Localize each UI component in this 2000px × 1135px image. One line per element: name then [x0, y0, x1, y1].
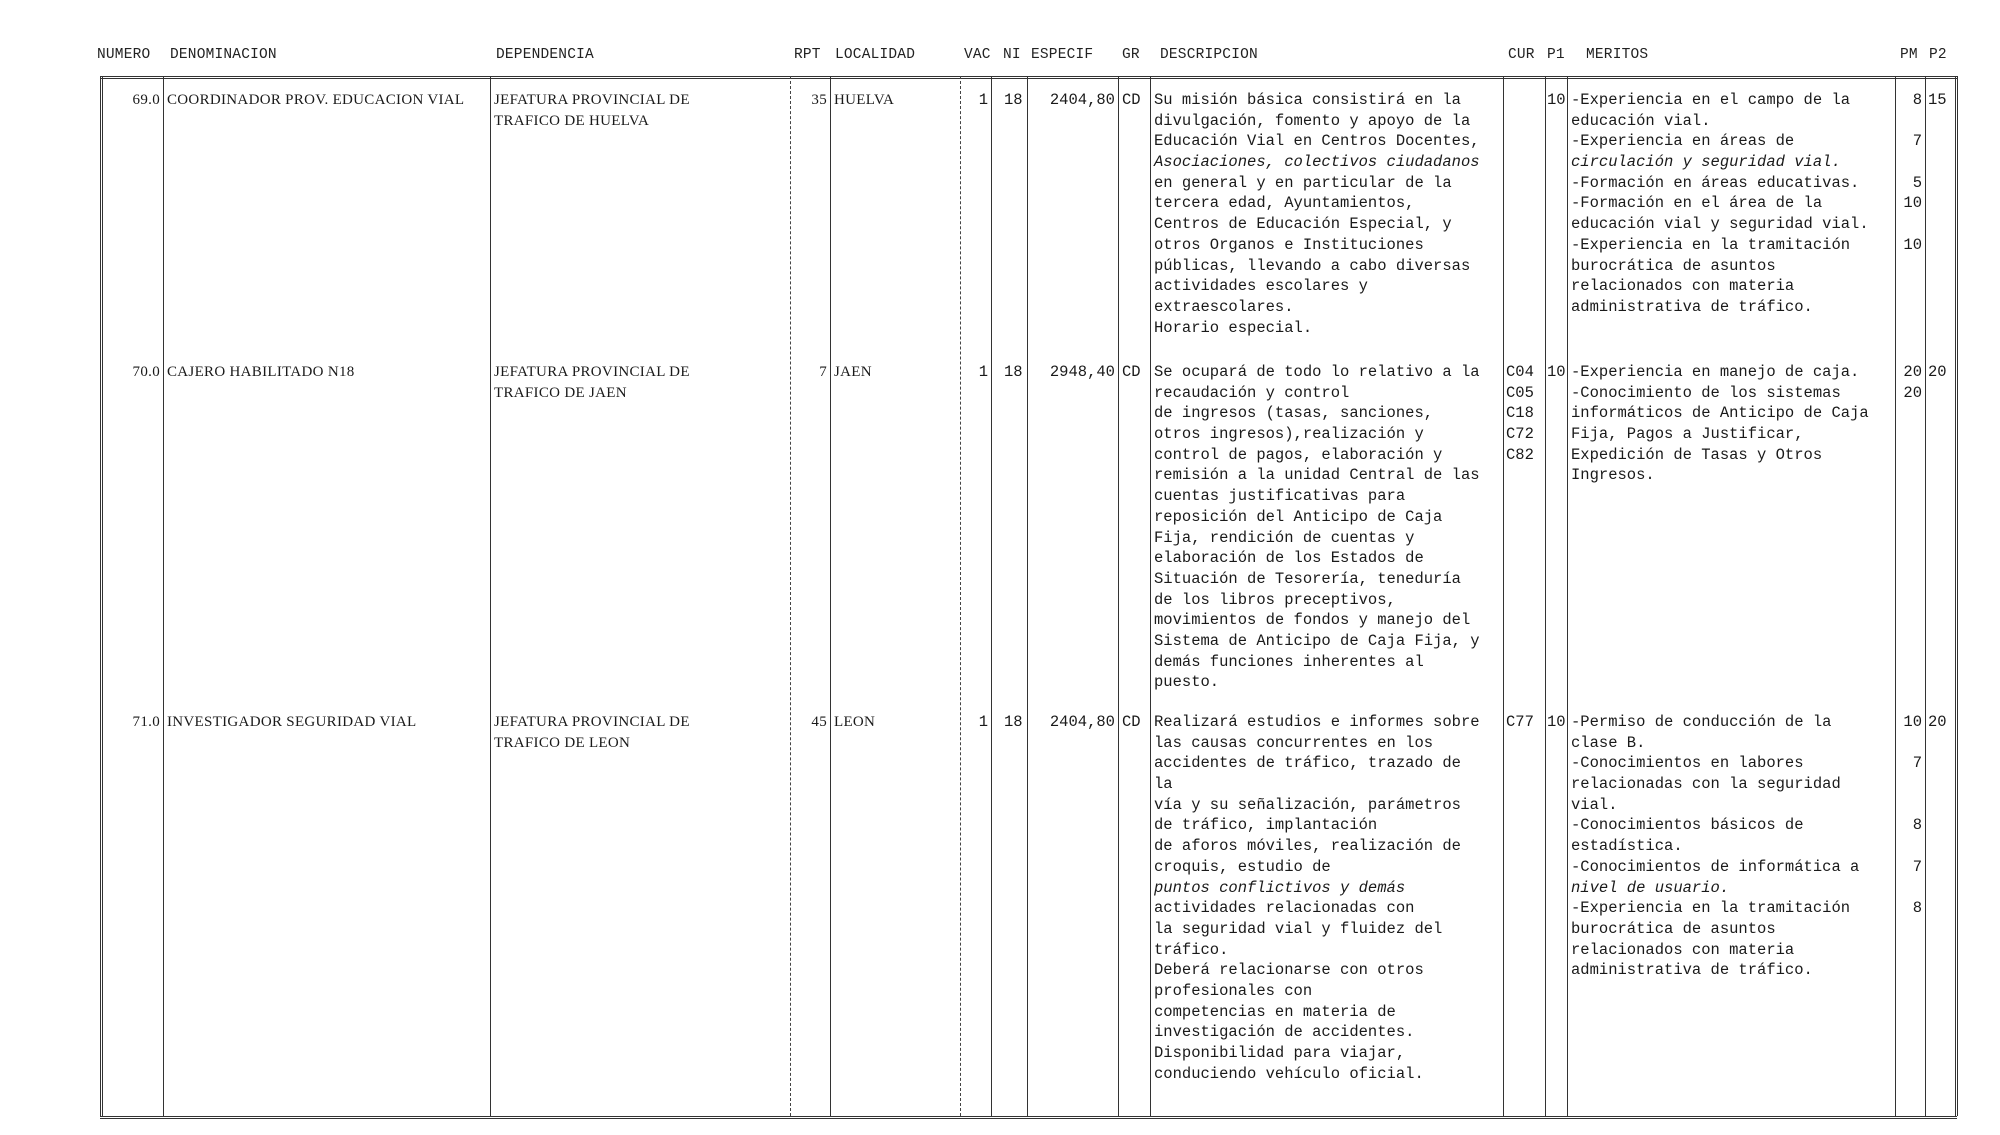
ni-cell: 18 [1004, 91, 1023, 109]
ni-cell: 18 [1004, 363, 1023, 381]
merito-line: educación vial y seguridad vial. [1571, 215, 1869, 234]
localidad-cell: JAEN [834, 364, 872, 380]
gr-cell: CD [1122, 91, 1141, 109]
descripcion-line: demás funciones inherentes al [1154, 652, 1424, 671]
cur-code: C05 [1506, 383, 1534, 402]
merito-line: Ingresos. [1571, 466, 1655, 485]
col-header-gr: GR [1122, 47, 1140, 63]
cur-code: C72 [1506, 425, 1534, 444]
col-rule [1150, 76, 1151, 1116]
col-header-rpt: RPT [794, 47, 821, 63]
col-header-descripcion: DESCRIPCION [1160, 47, 1258, 63]
descripcion-line: la seguridad vial y fluidez del [1154, 919, 1443, 938]
merito-line: burocrática de asuntos [1571, 919, 1776, 938]
col-rule [1955, 76, 1958, 1116]
descripcion-line: elaboración de los Estados de [1154, 549, 1424, 568]
p1-cell: 10 [1547, 363, 1566, 381]
pm-value: 7 [1912, 754, 1922, 773]
dependencia-line: TRAFICO DE HUELVA [494, 112, 650, 129]
descripcion-line: puntos conflictivos y demás [1154, 878, 1406, 897]
descripcion-line: Situación de Tesorería, teneduría [1154, 569, 1461, 588]
localidad-cell: LEON [834, 714, 876, 730]
descripcion-cell [1154, 362, 1480, 693]
descripcion-line: control de pagos, elaboración y [1154, 445, 1443, 464]
dependencia-line: JEFATURA PROVINCIAL DE [494, 714, 690, 730]
descripcion-line: otros ingresos),realización y [1154, 425, 1424, 444]
pm-value: 10 [1903, 194, 1922, 213]
col-header-vac: VAC [964, 47, 991, 63]
descripcion-line: Centros de Educación Especial, y [1154, 215, 1452, 234]
col-header-p2: P2 [1929, 47, 1947, 63]
descripcion-line: Disponibilidad para viajar, [1154, 1044, 1406, 1062]
merito-line: Fija, Pagos a Justificar, [1571, 425, 1804, 444]
col-header-meritos: MERITOS [1586, 47, 1649, 63]
descripcion-line: Realizará estudios e informes sobre [1154, 713, 1480, 731]
numero-cell: 70.0 [132, 364, 160, 380]
especif-cell: 2948,40 [1049, 363, 1115, 381]
descripcion-line: Horario especial. [1154, 318, 1313, 337]
merito-line: -Permiso de conducción de la [1571, 713, 1832, 731]
col-rule [1925, 76, 1926, 1116]
meritos-cell [1571, 362, 1869, 486]
merito-line: -Conocimientos de informática a [1571, 857, 1860, 876]
gr-cell: CD [1122, 363, 1141, 381]
p1-cell: 10 [1547, 713, 1566, 731]
col-rule [790, 76, 791, 1116]
pm-value: 8 [1912, 816, 1922, 835]
pm-cell [1897, 362, 1922, 403]
merito-line: -Experiencia en la tramitación [1571, 235, 1851, 254]
dependencia-line: JEFATURA PROVINCIAL DE [494, 92, 690, 108]
pm-value [1897, 214, 1922, 235]
descripcion-line: en general y en particular de la [1154, 173, 1452, 192]
merito-line: -Experiencia en el campo de la [1571, 91, 1851, 109]
numero-cell: 69.0 [132, 92, 160, 108]
descripcion-line: de los libros preceptivos, [1154, 590, 1396, 609]
col-rule [1895, 76, 1896, 1116]
merito-line: -Formación en el área de la [1571, 194, 1823, 213]
descripcion-line: de tráfico, implantación [1154, 816, 1378, 835]
dependencia-line: TRAFICO DE JAEN [494, 384, 627, 401]
ni-cell: 18 [1004, 713, 1023, 731]
pm-value: 7 [1912, 857, 1922, 876]
descripcion-line: profesionales con [1154, 981, 1313, 1000]
denominacion-cell: INVESTIGADOR SEGURIDAD VIAL [167, 714, 417, 730]
descripcion-line: Educación Vial en Centros Docentes, [1154, 132, 1480, 151]
cur-code: C18 [1506, 404, 1534, 423]
descripcion-line: competencias en materia de [1154, 1002, 1396, 1021]
descripcion-line: accidentes de tráfico, trazado de [1154, 754, 1461, 773]
merito-line: relacionados con materia [1571, 277, 1795, 296]
especif-cell: 2404,80 [1049, 713, 1115, 731]
pm-value: 20 [1903, 383, 1922, 402]
descripcion-line: de ingresos (tasas, sanciones, [1154, 404, 1434, 423]
merito-line: -Conocimientos en labores [1571, 754, 1804, 773]
merito-line: circulación y seguridad vial. [1571, 153, 1841, 172]
especif-cell: 2404,80 [1049, 91, 1115, 109]
pm-value: 7 [1912, 132, 1922, 151]
descripcion-line: otros Organos e Instituciones [1154, 235, 1424, 254]
dependencia-line: JEFATURA PROVINCIAL DE [494, 364, 690, 380]
pm-value: 5 [1912, 173, 1922, 192]
pm-value [1897, 152, 1922, 173]
meritos-cell [1571, 90, 1869, 318]
col-header-localidad: LOCALIDAD [835, 47, 916, 63]
rpt-cell: 45 [811, 714, 827, 730]
merito-line: -Experiencia en áreas de [1571, 132, 1795, 151]
col-rule [830, 76, 831, 1116]
merito-line: nivel de usuario. [1571, 878, 1730, 897]
descripcion-cell [1154, 712, 1480, 1084]
merito-line: Expedición de Tasas y Otros [1571, 445, 1823, 464]
col-rule [1027, 76, 1028, 1116]
descripcion-line: recaudación y control [1154, 383, 1350, 402]
descripcion-line: Sistema de Anticipo de Caja Fija, y [1154, 631, 1480, 650]
meritos-cell [1571, 712, 1859, 981]
descripcion-line: de aforos móviles, realización de [1154, 837, 1461, 856]
pm-value [1897, 878, 1922, 899]
merito-line: informáticos de Anticipo de Caja [1571, 404, 1869, 423]
pm-value [1897, 733, 1922, 754]
pm-cell [1897, 712, 1922, 919]
merito-line: relacionados con materia [1571, 940, 1795, 959]
cur-code: C82 [1506, 445, 1534, 464]
pm-value [1897, 795, 1922, 816]
merito-line: administrativa de tráfico. [1571, 961, 1813, 980]
merito-line: burocrática de asuntos [1571, 256, 1776, 275]
descripcion-line: Su misión básica consistirá en la [1154, 91, 1461, 109]
pm-value: 8 [1912, 91, 1922, 109]
merito-line: educación vial. [1571, 111, 1711, 130]
vac-cell: 1 [978, 713, 988, 731]
col-rule [1503, 76, 1504, 1116]
descripcion-line: tercera edad, Ayuntamientos, [1154, 194, 1415, 213]
localidad-cell: HUELVA [834, 92, 895, 108]
descripcion-line: Asociaciones, colectivos ciudadanos [1154, 153, 1480, 172]
descripcion-line: puesto. [1154, 673, 1220, 692]
col-rule [960, 76, 961, 1116]
numero-cell: 71.0 [132, 714, 160, 730]
merito-line: -Conocimiento de los sistemas [1571, 383, 1841, 402]
descripcion-line: reposición del Anticipo de Caja [1154, 507, 1443, 526]
descripcion-line: vía y su señalización, parámetros [1154, 795, 1461, 814]
col-rule [163, 76, 164, 1116]
col-header-denominacion: DENOMINACION [170, 47, 277, 63]
col-header-cur: CUR [1508, 47, 1535, 63]
pm-value: 8 [1912, 899, 1922, 918]
merito-line: -Conocimientos básicos de [1571, 816, 1804, 835]
merito-line: relacionadas con la seguridad [1571, 775, 1841, 794]
col-rule [1118, 76, 1119, 1116]
col-rule [100, 76, 103, 1116]
merito-line: clase B. [1571, 733, 1646, 752]
descripcion-line: la [1154, 775, 1173, 794]
vac-cell: 1 [978, 91, 988, 109]
merito-line: vial. [1571, 795, 1618, 814]
cur-code: C04 [1506, 363, 1534, 381]
descripcion-line: remisión a la unidad Central de las [1154, 466, 1480, 485]
gr-cell: CD [1122, 713, 1141, 731]
col-header-pm: PM [1900, 47, 1918, 63]
descripcion-line: extraescolares. [1154, 297, 1294, 316]
merito-line: administrativa de tráfico. [1571, 297, 1813, 316]
col-rule [991, 76, 992, 1116]
denominacion-cell: COORDINADOR PROV. EDUCACION VIAL [167, 92, 465, 108]
cur-cell [1506, 712, 1534, 733]
descripcion-line: divulgación, fomento y apoyo de la [1154, 111, 1471, 130]
col-rule [1567, 76, 1568, 1116]
merito-line: -Formación en áreas educativas. [1571, 173, 1860, 192]
denominacion-cell: CAJERO HABILITADO N18 [167, 364, 355, 380]
descripcion-line: Fija, rendición de cuentas y [1154, 528, 1415, 547]
rpt-cell: 35 [811, 92, 827, 108]
descripcion-line: cuentas justificativas para [1154, 487, 1406, 506]
cur-cell [1506, 362, 1534, 465]
descripcion-line: croquis, estudio de [1154, 857, 1331, 876]
vac-cell: 1 [978, 363, 988, 381]
p2-cell: 20 [1928, 363, 1947, 381]
pm-cell [1897, 90, 1922, 256]
descripcion-line: tráfico. [1154, 940, 1229, 959]
col-header-numero: NUMERO [97, 47, 151, 63]
cur-code: C77 [1506, 713, 1534, 731]
descripcion-line: investigación de accidentes. [1154, 1023, 1415, 1042]
descripcion-line: Deberá relacionarse con otros [1154, 961, 1424, 980]
merito-line: -Experiencia en manejo de caja. [1571, 363, 1860, 381]
pm-value: 10 [1903, 235, 1922, 254]
descripcion-line: actividades relacionadas con [1154, 899, 1415, 918]
pm-value: 20 [1903, 363, 1922, 381]
pm-value [1897, 111, 1922, 132]
pm-value [1897, 836, 1922, 857]
pm-value [1897, 774, 1922, 795]
descripcion-line: movimientos de fondos y manejo del [1154, 611, 1471, 630]
pm-value: 10 [1903, 713, 1922, 731]
descripcion-line: actividades escolares y [1154, 277, 1368, 296]
p2-cell: 20 [1928, 713, 1947, 731]
p1-cell: 10 [1547, 91, 1566, 109]
col-header-dependencia: DEPENDENCIA [496, 47, 594, 63]
descripcion-line: conduciendo vehículo oficial. [1154, 1064, 1424, 1083]
descripcion-line: las causas concurrentes en los [1154, 733, 1434, 752]
descripcion-line: públicas, llevando a cabo diversas [1154, 256, 1471, 275]
descripcion-cell [1154, 90, 1480, 338]
descripcion-line: Se ocupará de todo lo relativo a la [1154, 363, 1480, 381]
p2-cell: 15 [1928, 91, 1947, 109]
rpt-cell: 7 [819, 364, 827, 380]
col-header-especif: ESPECIF [1031, 47, 1094, 63]
col-rule [490, 76, 491, 1116]
col-header-p1: P1 [1547, 47, 1565, 63]
col-rule [1545, 76, 1546, 1116]
dependencia-line: TRAFICO DE LEON [494, 734, 631, 751]
merito-line: -Experiencia en la tramitación [1571, 899, 1851, 918]
merito-line: estadística. [1571, 837, 1683, 856]
col-header-ni: NI [1003, 47, 1021, 63]
